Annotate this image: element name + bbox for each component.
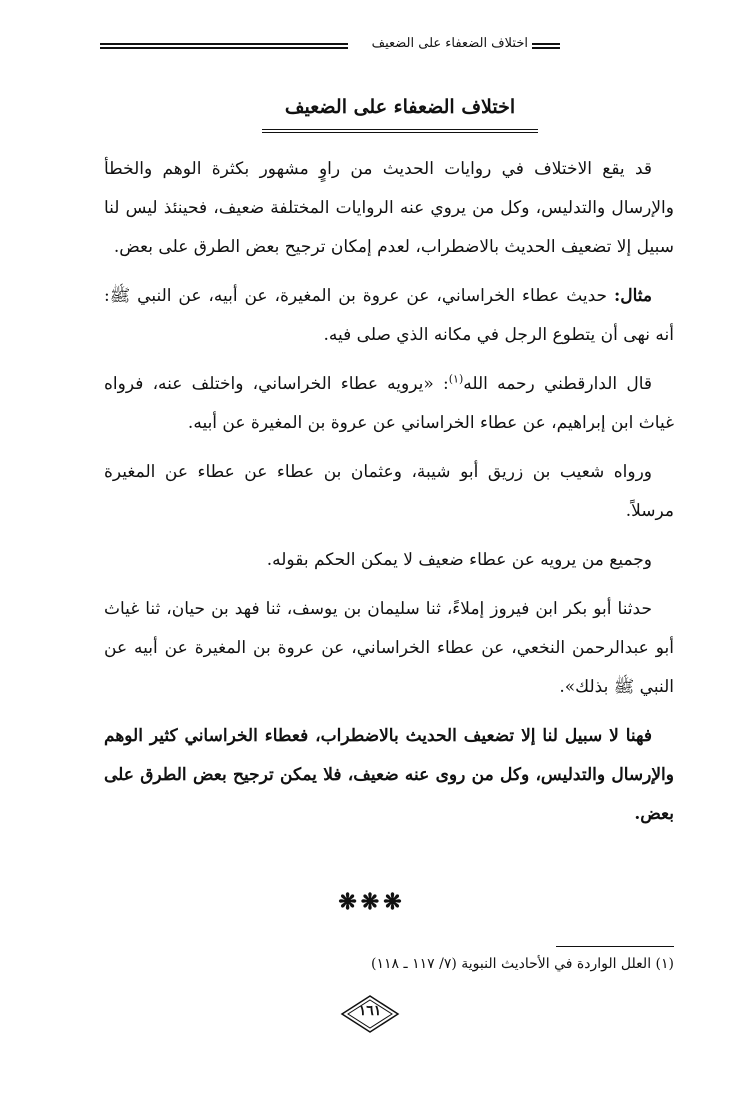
page-number-badge [340, 994, 400, 1034]
paragraph-conclusion: فهنا لا سبيل لنا إلا تضعيف الحديث بالاضطراب، فعطاء الخراساني كثير الوهم والإرسال والتدليس، وكل من روى عنه ضعيف، فلا يمكن ترجيح بعض الطرق على بعض. [104, 726, 674, 824]
header-ornament [532, 43, 560, 49]
paragraph-ruling: وجميع من يرويه عن عطاء ضعيف لا يمكن الحكم بقوله. [266, 550, 652, 570]
paragraph-example [104, 277, 674, 355]
running-header-title: اختلاف الضعفاء على الضعيف [371, 36, 528, 51]
example-label: مثال: [613, 286, 652, 306]
body-text [104, 150, 674, 844]
paragraph-narration-2: ورواه شعيب بن زريق أبو شيبة، وعثمان بن عطاء عن عطاء عن المغيرة مرسلاً. [104, 462, 674, 521]
footnote: (١) العلل الواردة في الأحاديث النبوية (٧/ ١١٧ ـ ١١٨) [371, 956, 674, 972]
daraqutni-quote: : «يرويه عطاء الخراساني، واختلف عنه، فرواه غياث ابن إبراهيم، عن عطاء الخراساني عن عروة بن المغيرة عن أبيه. [104, 374, 674, 433]
chapter-title: اختلاف الضعفاء على الضعيف [284, 96, 516, 118]
page-number: ١٦١ [358, 1003, 382, 1019]
paragraph-daraqutni [104, 365, 674, 443]
running-header [100, 36, 678, 58]
footnote-rule [556, 946, 674, 947]
footnote-ref[interactable]: (١) [448, 372, 464, 386]
section-separator: ❋❋❋ [338, 889, 406, 915]
daraqutni-intro: قال الدارقطني رحمه الله [463, 374, 652, 394]
example-text: حديث عطاء الخراساني، عن عروة بن المغيرة، عن أبيه، عن النبي ﷺ: أنه نهى أن يتطوع الرجل في مكانه الذي صلى فيه. [104, 286, 674, 345]
title-underline [262, 129, 538, 133]
header-rule [100, 43, 348, 49]
paragraph-isnad: حدثنا أبو بكر ابن فيروز إملاءً، ثنا سليمان بن يوسف، ثنا فهد بن حيان، ثنا غياث أبو عبدالرحمن النخعي، عن عطاء الخراساني، عن عروة بن المغيرة عن أبيه عن النبي ﷺ بذلك». [104, 599, 674, 697]
paragraph-intro: قد يقع الاختلاف في روايات الحديث من راوٍ مشهور بكثرة الوهم والخطأ والإرسال والتدليس، وكل من يروي عنه الروايات المختلفة ضعيف، فحينئذ ليس لنا سبيل إلا تضعيف الحديث بالاضطراب، لعدم إمكان ترجيح بعض الطرق على بعض. [104, 159, 674, 257]
